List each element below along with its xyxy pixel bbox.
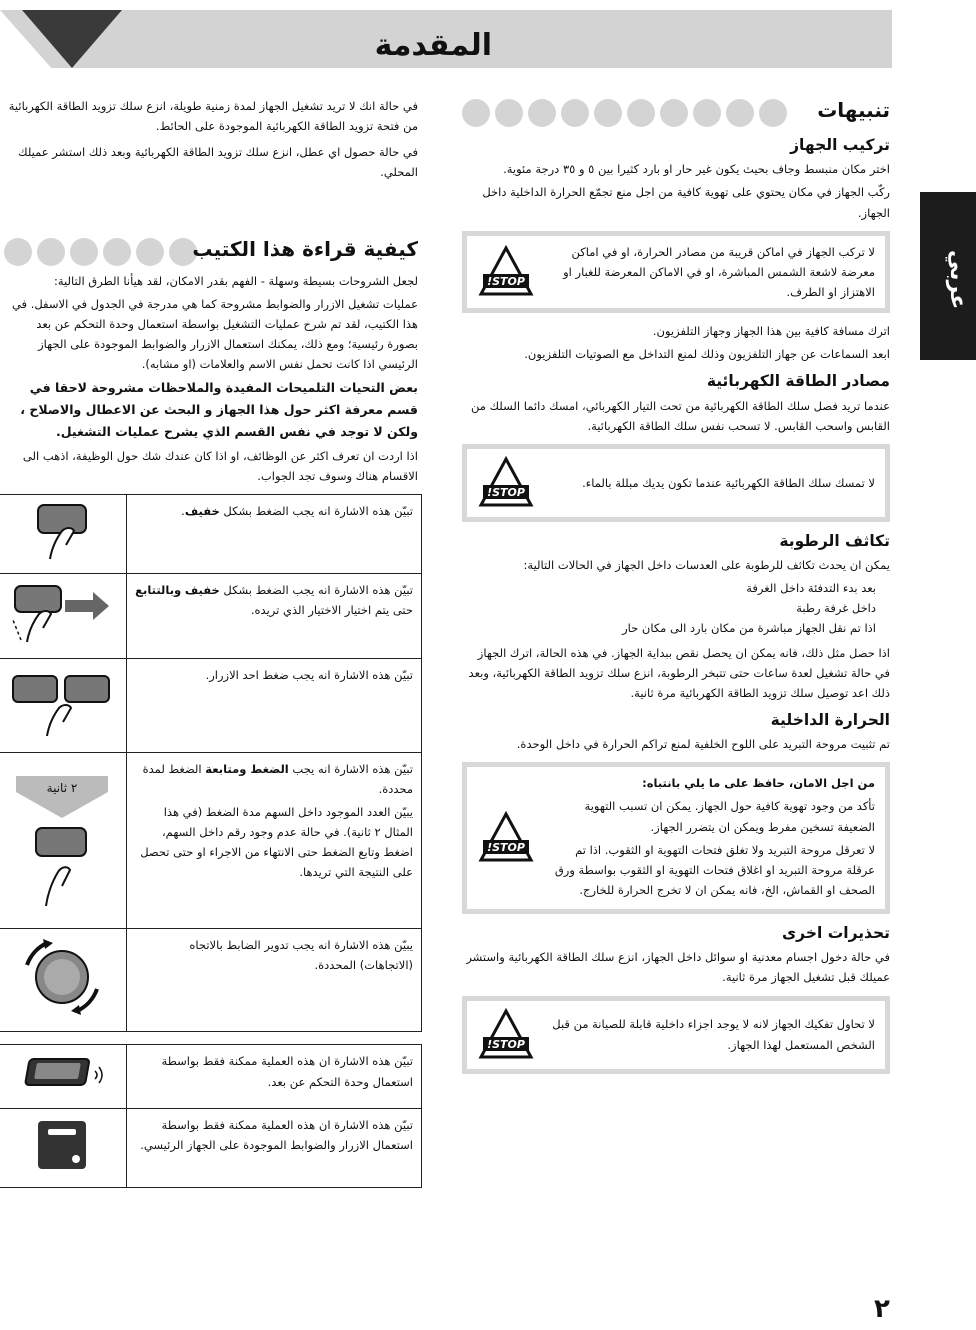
decorative-dots [462,99,787,127]
stop-box-4-text: لا تحاول تفكيك الجهاز لانه لا يوجد اجزاء داخلية قابلة للصيانة من قبل الشخص المستعمل لهذا الجهاز. [552,1017,875,1052]
table-row [0,495,422,574]
stop-box-1 [462,231,890,313]
legend-table [0,494,422,1032]
press-one-button-icon [0,659,127,753]
legend-text-3: تبيّن هذه الاشارة انه يجب ضغط احد الازرار. [127,659,422,753]
rotate-knob-icon [0,929,127,1032]
intro-column [4,96,418,1188]
table-row [0,659,422,753]
other-warnings-heading: تحذيرات اخرى [781,924,890,942]
tv-spacing-text-2: ابعد السماعات عن جهاز التلفزيون وذلك لمنع التداخل مع الصوتيات التلفزيون. [524,347,890,362]
press-repeatedly-icon [0,574,127,659]
stop-box-3 [462,762,890,914]
howto-text-1: لجعل الشروحات بسيطة وسهلة - الفهم بقدر الامكان، لقد هيأنا الطرق التالية: [53,273,418,288]
table-row [0,574,422,659]
header-triangle-icon [22,10,122,68]
precautions-column [462,96,890,1082]
table-row [0,1045,422,1108]
other-warnings-text: في حالة دخول اجسام معدنية او سوائل داخل الجهاز، انزع سلك الطاقة الكهربائية واستشر عميلك قبل تشغيل الجهاز مرة ثانية. [466,950,890,985]
intro-note-2: في حالة حصول اي عطل، انزع سلك تزويد الطاقة الكهربائية وبعد ذلك استشر عميلك المحلي. [18,145,418,180]
moisture-after: اذا حصل مثل ذلك، فانه يمكن ان يحصل نقص ببداية الجهاز. في هذه الحالة، اترك الجهاز في حالة تشغيل لعدة ساعات حتى تتبخر الرطوبة، انزع سلك تزويد الطاقة الكهربائية، وبعد ذلك اعد توصيل سلك تزويد الطاقة الكهربائية مرة ثانية. [468,645,890,700]
legend-main-unit-text: تبيّن هذه الاشارة ان هذه العملية ممكنة فقط بواسطة استعمال الازرار والضوابط الموجودة على الجهاز الرئيسي. [127,1108,422,1187]
legend-text-1: تبيّن هذه الاشارة انه يجب الضغط بشكل خفيف. [127,495,422,574]
precautions-title: تنبيهات [817,98,890,122]
power-text: عندما تريد فصل سلك الطاقة الكهربائية من تحت التيار الكهربائي، امسك دائما السلك من القابس واسحب القابس. لا تسحب نفس سلك الطاقة الكهربائية. [471,398,890,433]
page-title: المقدمة [374,28,492,63]
legend-remote-text: تبيّن هذه الاشارة ان هذه العملية ممكنة فقط بواسطة استعمال وحدة التحكم عن بعد. [127,1045,422,1108]
svg-text:STOP!: STOP! [487,841,525,855]
stop-icon [477,244,535,300]
stop-box-4 [462,996,890,1074]
stop-icon [477,810,535,866]
stop-icon [477,1007,535,1063]
table-row [0,753,422,929]
svg-text:٢ ثانية: ٢ ثانية [46,780,77,795]
safety-item-1: تأكد من وجود تهوية كافية حول الجهاز. يمكن ان تسبب التهوية الضعيفة تسخين مفرط ويمكن ان يتضرر الجهاز. [584,799,875,834]
safety-item-2: لا تعرقل مروحة التبريد ولا تغلق فتحات التهوية او الثقوب. اذا تم عرقلة مروحة التبريد او اغلاق فتحات التهوية او الثقوب بواسطة ورق الصحف او القماش، الخ، فانه يمكن ان لا تخرج الحرارة للخارج. [554,842,875,897]
list-item: بعد بدء التدفئة داخل الغرفة [746,581,876,596]
stop-box-3-text [535,773,875,903]
legend-text-2: تبيّن هذه الاشارة انه يجب الضغط بشكل خفيف وبالتتابع حتى يتم اختيار الاختيار الذي تريده. [127,574,422,659]
legend-text-4: تبيّن هذه الاشارة انه يجب الضغط ومتابعة الضغط لمدة محددة. يبيّن العدد الموجود داخل السهم مدة الضغط (في هذا المثال ٢ ثانية). في حالة عدم وجود رقم داخل السهم، اضغط وتابع الضغط حتى الانتهاء من الاجراء او حتى تحصل على النتيجة التي تريدها. [127,753,422,929]
tv-spacing-text-1: اترك مسافة كافية بين هذا الجهاز وجهاز التلفزيون. [652,324,890,338]
press-button-icon [0,495,127,574]
stop-box-2 [462,444,890,522]
intro-note-1: في حالة انك لا تريد تشغيل الجهاز لمدة زمنية طويلة، انزع سلك تزويد الطاقة الكهربائية من فتحة تزويد الطاقة الكهربائية الموجودة على الحائط. [8,99,418,134]
stop-icon [477,455,535,511]
moisture-list [462,578,890,638]
decorative-dots [4,238,197,266]
remote-control-icon [0,1045,127,1108]
installation-heading: تركيب الجهاز [790,136,890,154]
moisture-intro: يمكن ان يحدث تكاثف للرطوبة على العدسات داخل الجهاز في الحالات التالية: [523,558,890,572]
svg-text:STOP!: STOP! [487,274,525,288]
svg-text:STOP!: STOP! [487,1037,525,1051]
legend-text-5: يبيّن هذه الاشارة انه يجب تدوير الضابط بالاتجاه (الاتجاهات) المحددة. [127,929,422,1032]
howto-text-3: بعض التحيات التلميحات المفيدة والملاحظات مشروحة لاحقا في قسم معرفة اكثر حول هذا الجهاز و البحث عن الاعطال والاصلاح ، ولكن لا توجد في نفس القسم الذي يشرح عمليات التشغيل. [20,380,418,439]
installation-text-2: ركّب الجهاز في مكان يحتوي على تهوية كافية من اجل منع تجمّع الحرارة الداخلية داخل الجهاز. [482,185,890,220]
internal-heat-heading: الحرارة الداخلية [770,710,890,729]
howto-header [4,235,418,267]
list-item: داخل غرفة رطبة [796,601,876,616]
installation-text-1: اختر مكان منبسط وجاف بحيث يكون غير حار او بارد كثيرا بين ٥ و ٣٥ درجة مئوية. [503,162,890,177]
precautions-header [462,96,890,128]
legend-table-2 [0,1044,422,1187]
language-tab-label: عربي [945,250,970,310]
power-heading: مصادر الطاقة الكهربائية [706,372,890,391]
stop-box-2-text: لا تمسك سلك الطاقة الكهربائية عندما تكون يديك مبللة بالماء. [582,475,875,490]
howto-text-2: عمليات تشغيل الازرار والضوابط مشروحة كما هي مدرجة في الجدول في الاسفل. في هذا الكتيب، لقد تم شرح عمليات التشغيل بواسطة استعمال وحدة التحكم عن بعد بصورة رئيسية؛ ومع ذلك، يمكنك استعمال الازرار والضوابط الموجودة على الجهاز الرئيسي اذا كانت تحمل نفس الاسم والعلامات (او مشابه). [11,296,418,371]
table-row [0,1108,422,1187]
internal-heat-text: تم تثبيت مروحة التبريد على اللوح الخلفية لمنع تراكم الحرارة في داخل الوحدة. [516,737,890,752]
svg-text:STOP!: STOP! [487,485,525,499]
header-bar [0,10,892,68]
language-tab [920,192,976,360]
page-number: ٢ [874,1294,890,1324]
list-item: اذا تم نقل الجهاز مباشرة من مكان بارد الى مكان حار [622,621,876,636]
moisture-heading: تكاثف الرطوبة [779,531,890,550]
press-hold-icon [0,753,127,929]
howto-text-4: اذا اردت ان تعرف اكثر عن الوظائف، او اذا كان عندك شك حول الوظيفة، اذهب الى الاقسام هناك وسوف تجد الجواب. [22,448,418,483]
main-unit-icon [0,1108,127,1187]
table-row [0,929,422,1032]
howto-title: كيفية قراءة هذا الكتيب [192,236,418,261]
stop-box-1-text: لا تركب الجهاز في اماكن قريبة من مصادر الحرارة، او في اماكن معرضة لاشعة الشمس المباشرة، او في الاماكن المعرضة للغبار او الاهتزاز او الطرف. [563,244,875,299]
safety-heading: من اجل الامان، حافظ على ما يلي بانتباه: [642,776,875,791]
